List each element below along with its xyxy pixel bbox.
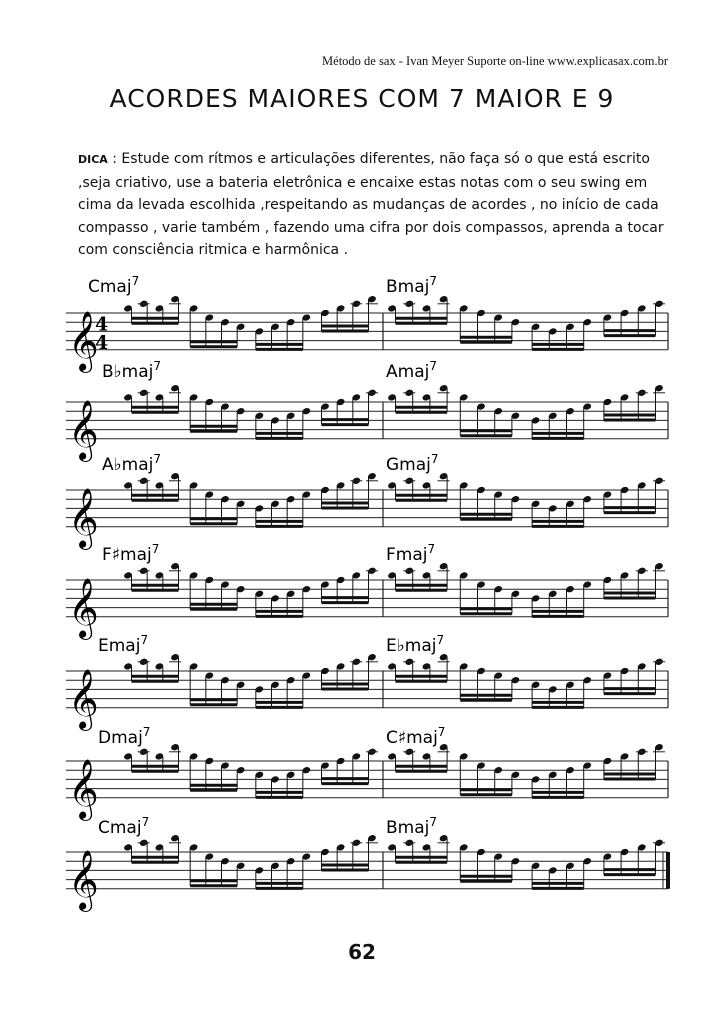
staff-system [66, 452, 668, 550]
chord-symbol [386, 542, 435, 565]
chord-name: Fmaj [386, 545, 428, 565]
chord-extension: 7 [140, 633, 149, 647]
chord-symbol [98, 815, 149, 838]
chord-symbol [386, 815, 437, 838]
chord-extension: 7 [151, 542, 160, 556]
chord-symbol [386, 725, 445, 748]
staff-system [66, 633, 668, 731]
staff-system [66, 274, 668, 373]
page-title: ACORDES MAIORES COM 7 MAIOR E 9 [109, 84, 615, 113]
chord-symbol [102, 359, 161, 382]
chord-name: B♭maj [102, 362, 154, 382]
chord-extension: 7 [429, 359, 437, 373]
chord-name: Emaj [98, 636, 141, 656]
time-signature-bottom: 4 [95, 331, 109, 354]
chord-name: Bmaj [386, 818, 430, 838]
treble-clef-icon: 𝄞 [68, 849, 99, 910]
treble-clef-icon: 𝄞 [68, 668, 99, 729]
chord-extension: 7 [141, 815, 150, 829]
chord-extension: 7 [429, 274, 438, 288]
staff-system [66, 542, 668, 640]
chord-symbol [102, 452, 161, 475]
chord-name: Bmaj [386, 277, 430, 297]
treble-clef-icon: 𝄞 [68, 310, 99, 371]
chord-name: Dmaj [98, 728, 143, 748]
chord-name: Gmaj [386, 455, 431, 475]
chord-extension: 7 [430, 452, 439, 466]
chord-name: A♭maj [102, 455, 154, 475]
chord-symbol [98, 725, 150, 748]
treble-clef-icon: 𝄞 [68, 758, 99, 819]
chord-name: E♭maj [386, 636, 437, 656]
chord-extension: 7 [437, 725, 446, 739]
chord-extension: 7 [142, 725, 151, 739]
chord-name: Amaj [386, 362, 430, 382]
chord-symbol [98, 633, 148, 656]
chord-extension: 7 [131, 274, 140, 288]
chord-name: Cmaj [88, 277, 132, 297]
chord-symbol [88, 274, 139, 297]
page-number: 62 [348, 940, 376, 964]
chord-symbol [386, 633, 444, 656]
chord-extension: 7 [429, 815, 438, 829]
chord-extension: 7 [153, 359, 162, 373]
chord-name: F♯maj [102, 545, 152, 565]
chord-extension: 7 [153, 452, 161, 466]
chord-symbol [102, 542, 159, 565]
page-header: Método de sax - Ivan Meyer Suporte on-line www.explicasax.com.br [322, 54, 668, 68]
tip-label: DICA [78, 153, 108, 166]
chord-symbol [386, 359, 437, 382]
staff-system [66, 725, 668, 821]
treble-clef-icon: 𝄞 [68, 577, 99, 638]
tip-text: : Estude com rítmos e articulações diferentes, não faça só o que está escrito ,seja criativo, use a bateria eletrônica e encaixe estas notas com o seu swing em cima da levada escolhida ,respeitando as mudanças de acordes , no início de cada compasso , varie também , fazendo uma cifra por dois compassos, aprenda a tocar com consciência ritmica e harmônica . [78, 151, 664, 258]
chord-symbol [386, 274, 437, 297]
treble-clef-icon: 𝄞 [68, 399, 99, 460]
staff-system [66, 815, 668, 912]
treble-clef-icon: 𝄞 [68, 487, 99, 548]
chord-name: Cmaj [98, 818, 142, 838]
chord-extension: 7 [427, 542, 436, 556]
staff-system [66, 359, 668, 462]
chord-symbol [386, 452, 439, 475]
chord-name: C♯maj [386, 728, 438, 748]
chord-extension: 7 [436, 633, 445, 647]
time-signature-top: 4 [95, 313, 109, 336]
